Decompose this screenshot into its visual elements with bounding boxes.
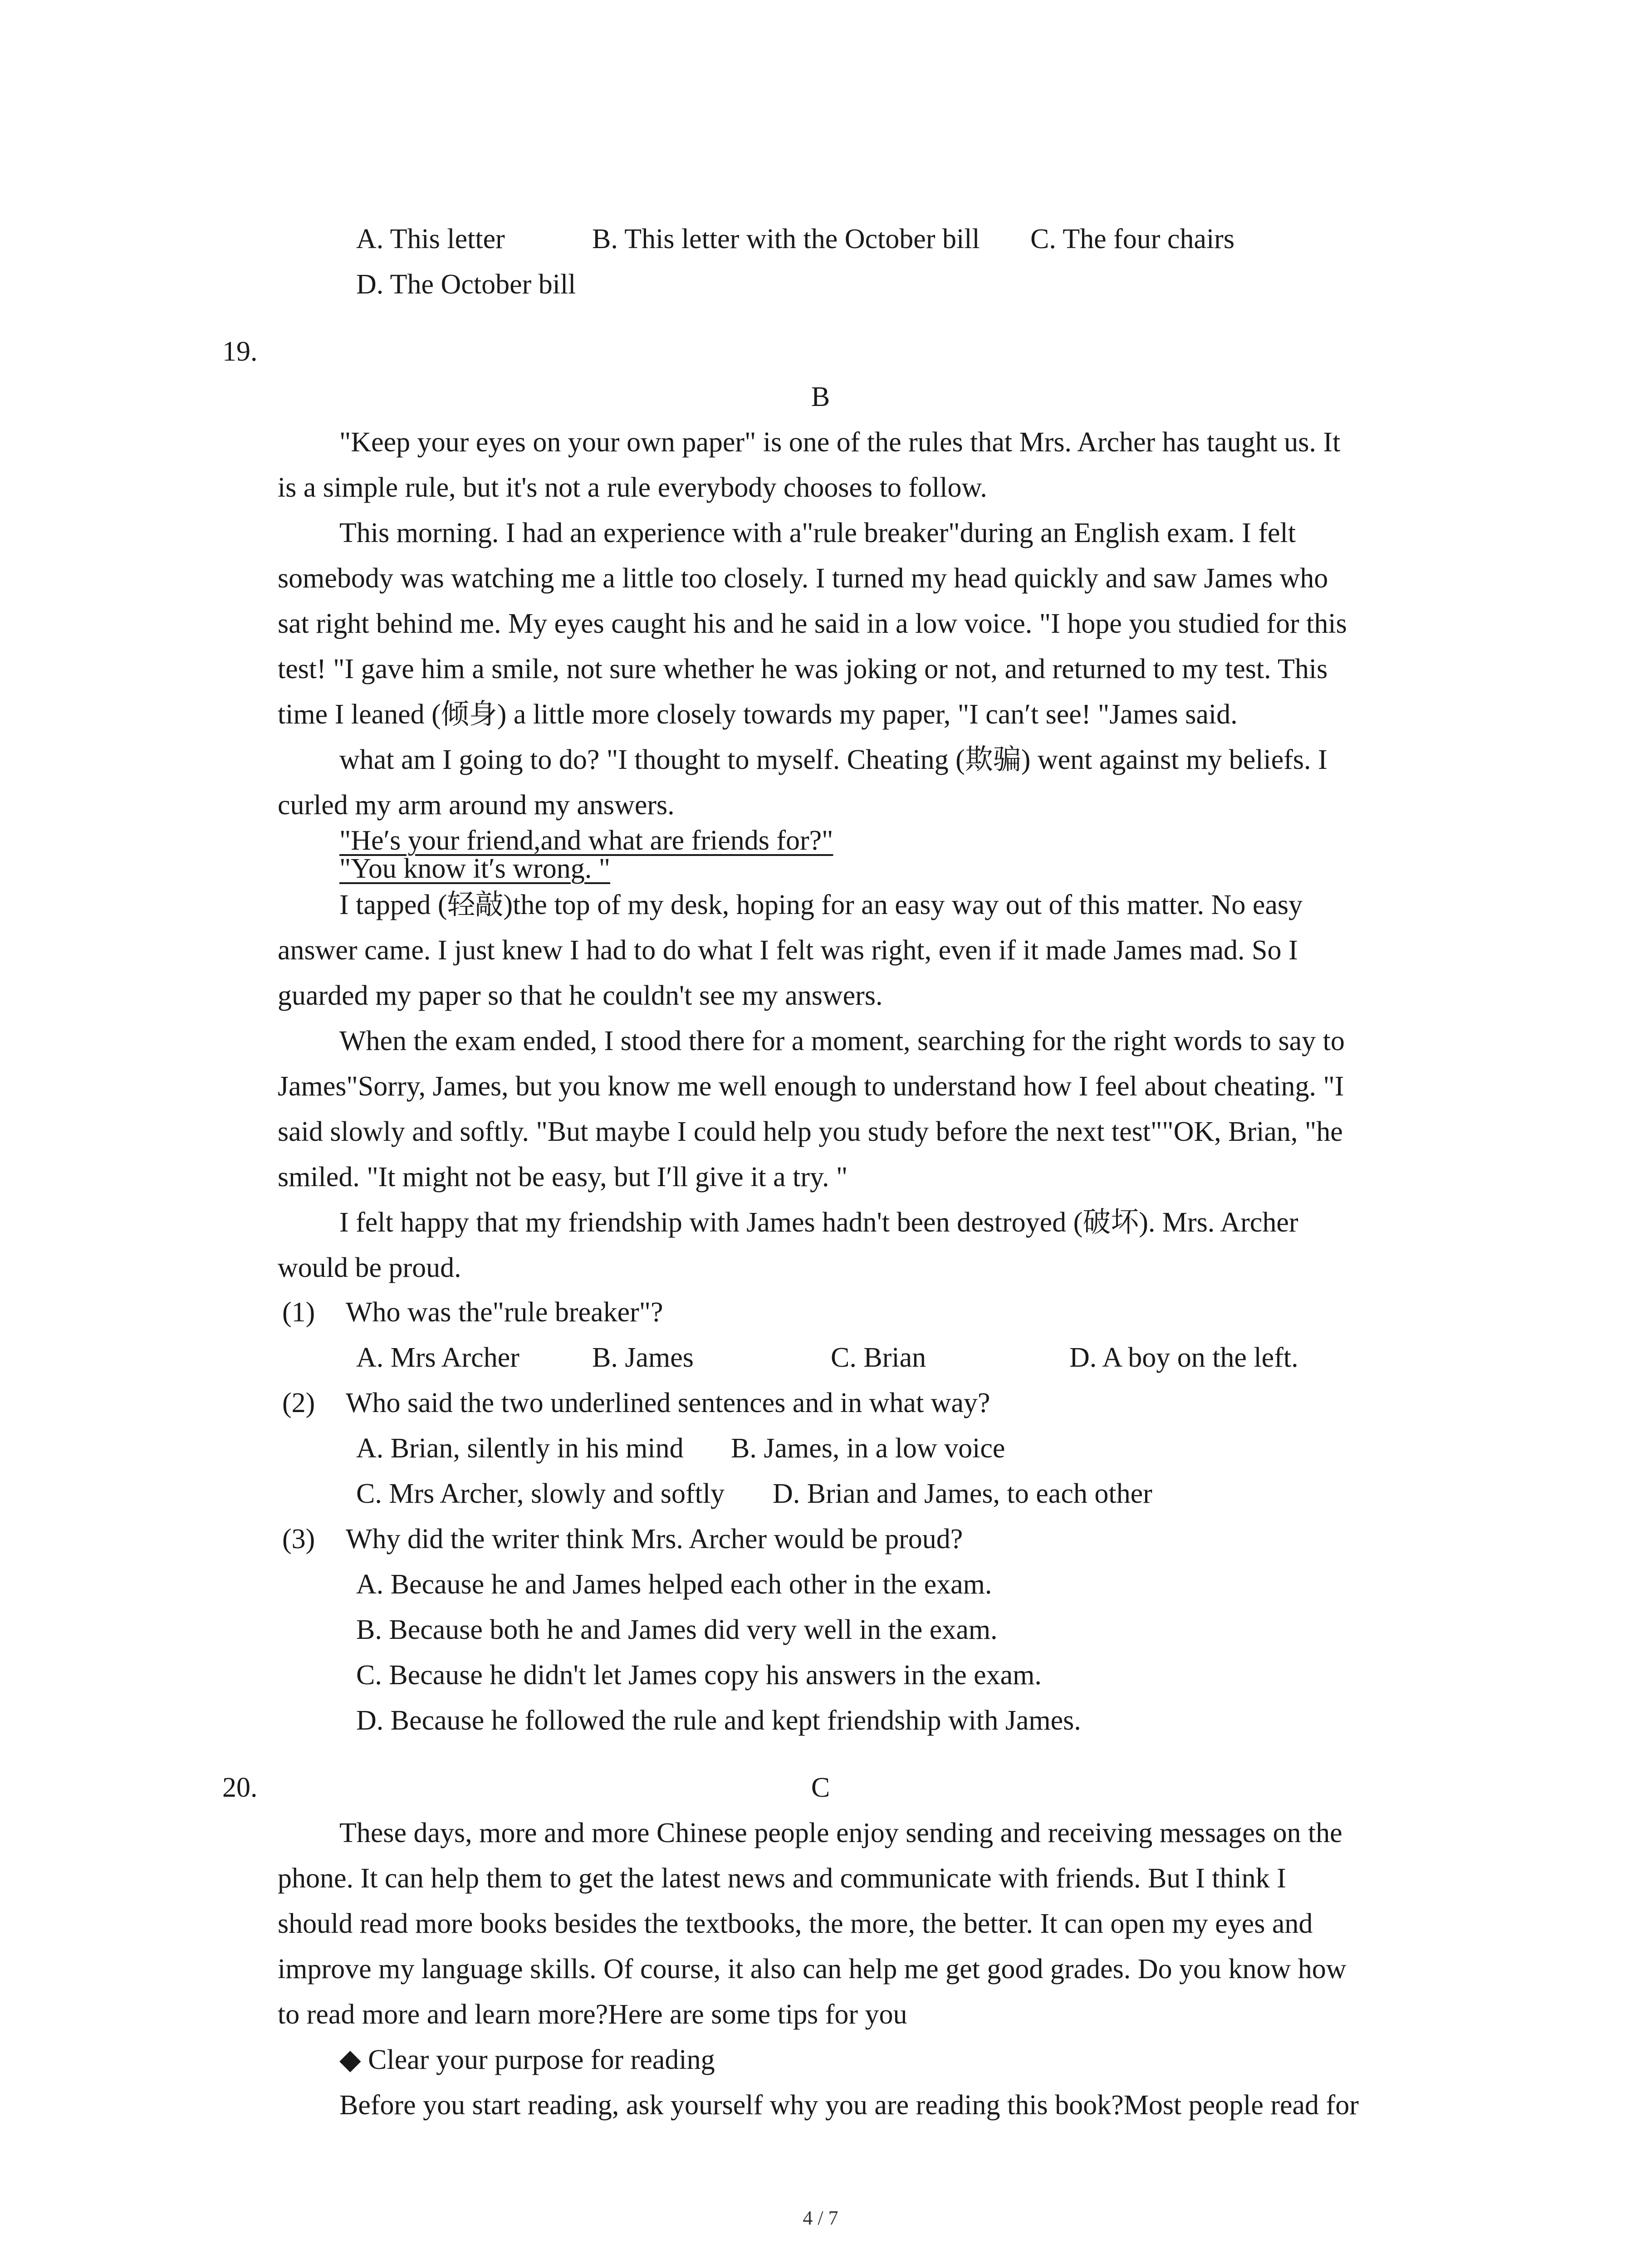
option-d: D. A boy on the left. bbox=[1069, 1342, 1298, 1373]
q18-option-d: D. The October bill bbox=[356, 269, 576, 300]
q19-para-line: "Keep your eyes on your own paper" is one of the rules that Mrs. Archer has taught us. It bbox=[339, 427, 1341, 458]
page-number: 4 / 7 bbox=[803, 2207, 838, 2229]
q19-para-line: test! "I gave him a smile, not sure whether he was joking or not, and returned to my test. This bbox=[278, 654, 1328, 684]
q19-para-line: I tapped (轻敲)the top of my desk, hoping for an easy way out of this matter. No easy bbox=[339, 890, 1303, 920]
option-b: B. Because both he and James did very well in the exam. bbox=[356, 1614, 998, 1645]
q19-para-line: This morning. I had an experience with a"rule breaker"during an English exam. I felt bbox=[339, 518, 1296, 548]
q20-para-line: Before you start reading, ask yourself why you are reading this book?Most people read for bbox=[339, 2090, 1359, 2121]
q19-para-line: smiled. "It might not be easy, but I′ll give it a try. " bbox=[278, 1162, 848, 1193]
q19-para-line: sat right behind me. My eyes caught his and he said in a low voice. "I hope you studied for this bbox=[278, 608, 1347, 639]
q18-option-c: C. The four chairs bbox=[1030, 224, 1234, 254]
q19-para-line: When the exam ended, I stood there for a moment, searching for the right words to say to bbox=[339, 1026, 1345, 1056]
q19-para-line: would be proud. bbox=[278, 1252, 461, 1283]
q20-para-line: to read more and learn more?Here are some tips for you bbox=[278, 1999, 907, 2030]
q19-para-line: James"Sorry, James, but you know me well enough to understand how I feel about cheating. "I bbox=[278, 1071, 1344, 1102]
q20-para-line: These days, more and more Chinese people enjoy sending and receiving messages on the bbox=[339, 1818, 1342, 1848]
option-b: B. James bbox=[592, 1342, 694, 1373]
q19-para-line: guarded my paper so that he couldn't see my answers. bbox=[278, 980, 883, 1011]
q19-subquestion-2-options-row-2 bbox=[356, 1480, 1445, 1511]
q20-para-line: phone. It can help them to get the latest news and communicate with friends. But I think I bbox=[278, 1863, 1286, 1894]
option-c: C. Because he didn't let James copy his answers in the exam. bbox=[356, 1660, 1042, 1691]
q19-para-line: is a simple rule, but it's not a rule everybody chooses to follow. bbox=[278, 472, 987, 503]
q19-subquestion-1-label: (1) bbox=[282, 1297, 315, 1328]
q19-subquestion-1-text: Who was the"rule breaker"? bbox=[346, 1297, 663, 1328]
q19-section-heading: B bbox=[811, 381, 830, 412]
q20-tip-heading: ◆ Clear your purpose for reading bbox=[339, 2044, 715, 2075]
q20-para-line: improve my language skills. Of course, it also can help me get good grades. Do you know how bbox=[278, 1954, 1347, 1984]
option-a: A. Brian, silently in his mind bbox=[356, 1433, 684, 1464]
q18-option-a: A. This letter bbox=[356, 224, 505, 254]
option-d: D. Because he followed the rule and kept friendship with James. bbox=[356, 1705, 1081, 1736]
q18-option-b: B. This letter with the October bill bbox=[592, 224, 980, 254]
q19-underlined-sentence-1: "He′s your friend,and what are friends for?" bbox=[339, 825, 833, 856]
option-d: D. Brian and James, to each other bbox=[773, 1478, 1152, 1509]
q20-number: 20. bbox=[222, 1772, 258, 1803]
q20-para-line: should read more books besides the textbooks, the more, the better. It can open my eyes and bbox=[278, 1908, 1313, 1939]
q19-subquestion-3-label: (3) bbox=[282, 1524, 315, 1554]
q19-number: 19. bbox=[222, 336, 258, 367]
q19-para-line: curled my arm around my answers. bbox=[278, 790, 675, 821]
q19-subquestion-1-options bbox=[356, 1344, 1445, 1375]
q19-subquestion-2-label: (2) bbox=[282, 1388, 315, 1418]
option-a: A. Mrs Archer bbox=[356, 1342, 519, 1373]
q19-underlined-sentence-2: "You know it′s wrong. " bbox=[339, 853, 611, 884]
q19-para-line: I felt happy that my friendship with James hadn't been destroyed (破坏). Mrs. Archer bbox=[339, 1207, 1298, 1238]
q19-para-line: said slowly and softly. "But maybe I could help you study before the next test""OK, Brian, "he bbox=[278, 1116, 1343, 1147]
option-c: C. Brian bbox=[831, 1342, 926, 1373]
q20-section-heading: C bbox=[811, 1772, 830, 1803]
q19-subquestion-2-options-row-1 bbox=[356, 1434, 1445, 1466]
q19-subquestion-3-text: Why did the writer think Mrs. Archer would be proud? bbox=[346, 1524, 963, 1554]
option-a: A. Because he and James helped each other in the exam. bbox=[356, 1569, 992, 1600]
option-c: C. Mrs Archer, slowly and softly bbox=[356, 1478, 725, 1509]
q19-para-line: time I leaned (倾身) a little more closely towards my paper, "I can′t see! "James said. bbox=[278, 699, 1238, 730]
q19-para-line: somebody was watching me a little too closely. I turned my head quickly and saw James who bbox=[278, 563, 1328, 594]
q18-options-row-1 bbox=[356, 225, 1445, 257]
option-b: B. James, in a low voice bbox=[731, 1433, 1005, 1464]
q19-para-line: answer came. I just knew I had to do what I felt was right, even if it made James mad. So I bbox=[278, 935, 1298, 966]
q19-para-line: what am I going to do? "I thought to myself. Cheating (欺骗) went against my beliefs. I bbox=[339, 744, 1327, 775]
q19-subquestion-2-text: Who said the two underlined sentences and in what way? bbox=[346, 1388, 990, 1418]
